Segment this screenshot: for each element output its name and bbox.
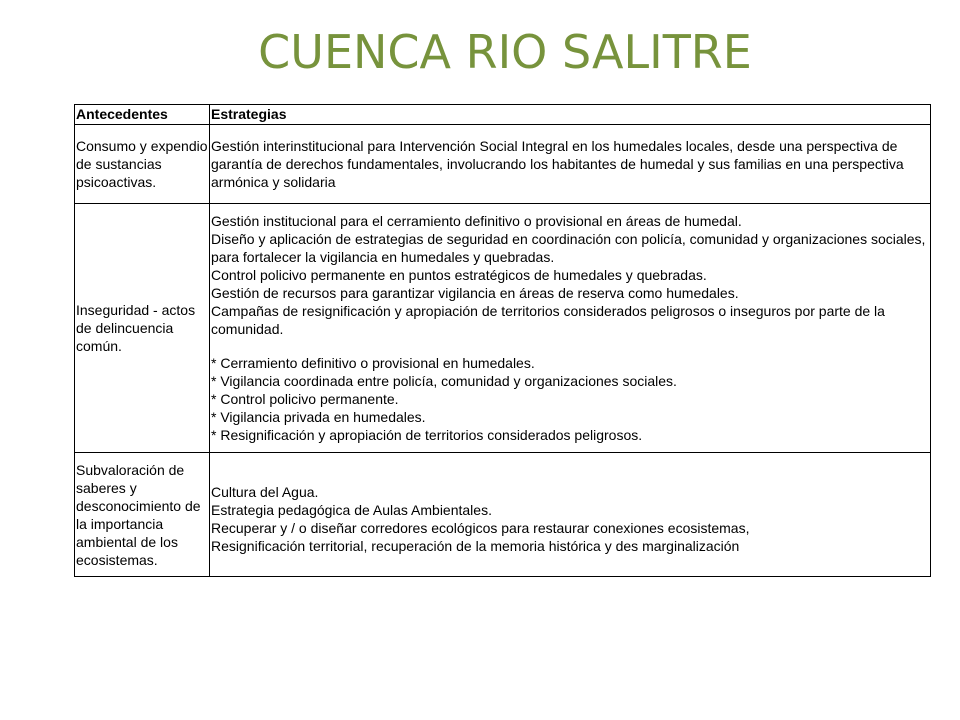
spacer — [211, 338, 929, 354]
table-row — [75, 125, 931, 204]
resumen-item: * Vigilancia privada en humedales. — [211, 409, 426, 425]
antecedente-cell: Consumo y expendio de sustancias psicoactivas. — [75, 125, 210, 204]
antecedente-cell: Inseguridad - actos de delincuencia común. — [75, 204, 210, 453]
resumen-item: * Vigilancia coordinada entre policía, comunidad y organizaciones sociales. — [211, 373, 677, 389]
estrategias-cell — [210, 204, 931, 453]
estrategia-text: Control policivo permanente en puntos estratégicos de humedales y quebradas. — [211, 267, 707, 283]
estrategia-text: Campañas de resignificación y apropiación de territorios considerados peligrosos o inseguros por parte de la comunidad. — [211, 303, 885, 337]
slide-title: CUENCA RIO SALITRE — [258, 25, 752, 79]
estrategia-text: Gestión institucional para el cerramiento definitivo o provisional en áreas de humedal. — [211, 213, 742, 229]
estrategias-cell — [210, 125, 931, 204]
strategies-table — [74, 104, 931, 577]
resumen-item: * Control policivo permanente. — [211, 391, 399, 407]
table-row — [75, 453, 931, 577]
resumen-item: * Resignificación y apropiación de territorios considerados peligrosos. — [211, 427, 643, 443]
estrategia-text: Gestión de recursos para garantizar vigilancia en áreas de reserva como humedales. — [211, 285, 739, 301]
header-estrategias: Estrategias — [210, 105, 931, 125]
table-row — [75, 204, 931, 453]
table-header-row — [75, 105, 931, 125]
estrategias-cell — [210, 453, 931, 577]
estrategia-text: Diseño y aplicación de estrategias de seguridad en coordinación con policía, comunidad y organizaciones sociales, para fortalecer la vigilancia en humedales y quebradas. — [211, 231, 926, 265]
estrategia-text: Gestión interinstitucional para Intervención Social Integral en los humedales locales, desde una perspectiva de garantía de derechos fundamentales, involucrando los habitantes de humedal y sus familias en una perspectiva armónica y solidaria — [211, 138, 904, 190]
estrategia-text: Recuperar y / o diseñar corredores ecológicos para restaurar conexiones ecosistemas, — [211, 519, 750, 536]
antecedente-cell: Subvaloración de saberes y desconocimiento de la importancia ambiental de los ecosistemas. — [75, 453, 210, 577]
estrategia-text: Estrategia pedagógica de Aulas Ambientales. — [211, 501, 492, 518]
estrategia-text: Cultura del Agua. — [211, 483, 319, 500]
estrategia-text: Resignificación territorial, recuperación de la memoria histórica y des marginalización — [211, 537, 740, 554]
resumen-item: * Cerramiento definitivo o provisional en humedales. — [211, 355, 535, 371]
header-antecedentes: Antecedentes — [75, 105, 210, 125]
